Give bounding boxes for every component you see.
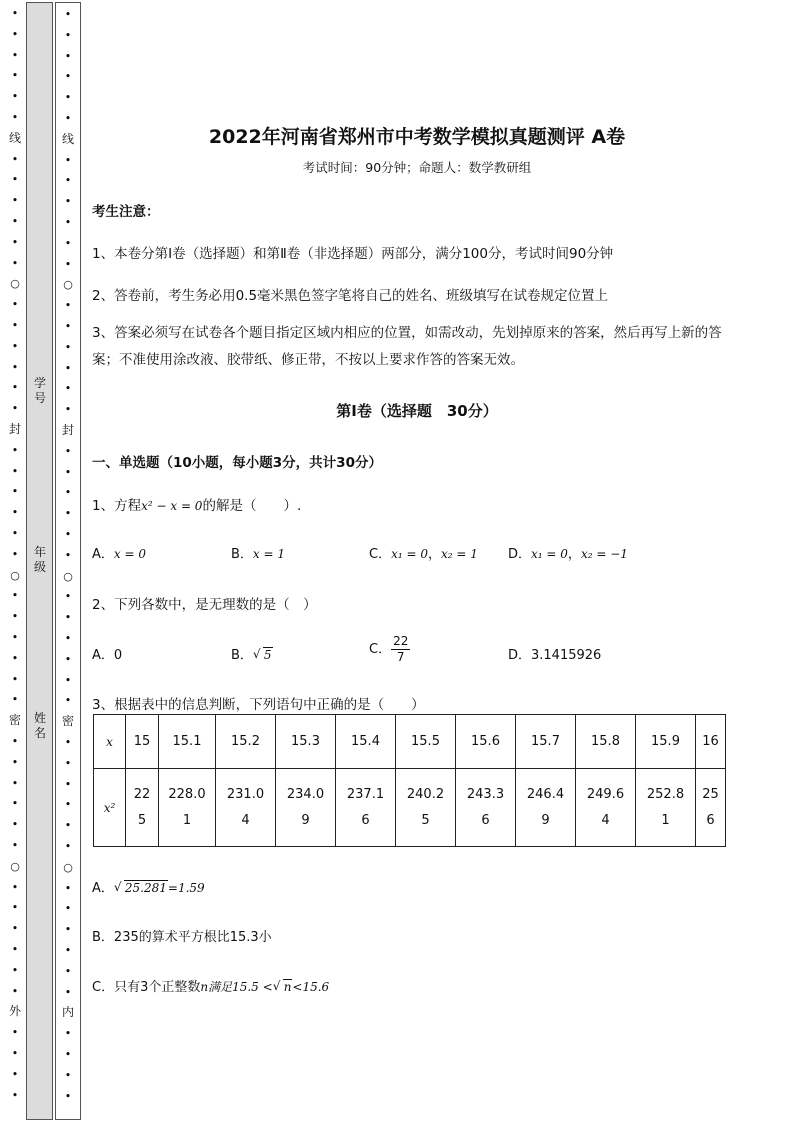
inner-seal-box — [55, 2, 81, 1120]
q3-option-c: C．只有3个正整数n满足15.5 <√ n<15.6 — [92, 976, 329, 995]
table-cell: 231.0 4 — [216, 769, 276, 847]
seal-dot: • — [11, 922, 19, 936]
seal-dot: • — [11, 672, 19, 686]
seal-dot: • — [64, 840, 72, 853]
seal-circle: ○ — [63, 569, 73, 583]
part-one-heading: 一、单选题（10小题，每小题3分，共计30分） — [92, 455, 382, 471]
seal-dot: • — [64, 70, 72, 84]
seal-dot: • — [11, 610, 19, 624]
q1-option-d: D．x₁ = 0，x₂ = −1 — [508, 547, 628, 562]
seal-dot: • — [11, 69, 19, 83]
seal-dot: • — [64, 1068, 72, 1082]
outer-dot-column — [9, 2, 21, 1120]
seal-dot: • — [64, 361, 72, 375]
table-cell: 15.6 — [456, 715, 516, 769]
q1-equation: x² − x = 0 — [141, 499, 203, 513]
page-subtitle: 考试时间：90分钟；命题人：数学教研组 — [302, 160, 532, 175]
seal-label: 外 — [9, 1004, 22, 1019]
seal-dot: • — [11, 402, 19, 416]
seal-dot: • — [11, 173, 19, 187]
seal-dot: • — [64, 1027, 72, 1041]
seal-dot: • — [11, 735, 19, 748]
seal-label: 封 — [9, 422, 22, 436]
seal-dot: • — [11, 880, 19, 894]
table-cell: 15.4 — [336, 715, 396, 769]
seal-dot: • — [11, 839, 19, 852]
seal-dot: • — [64, 1048, 72, 1061]
seal-dot: • — [64, 652, 72, 666]
question-1: 1、方程x² − x = 0的解是（ ）. — [92, 498, 302, 514]
seal-dot: • — [11, 215, 19, 228]
seal-dot: • — [64, 985, 72, 999]
notice-item-2: 2、答卷前，考生务必用0.5毫米黑色签字笔将自己的姓名、班级填写在试卷规定位置上 — [92, 288, 609, 304]
seal-dot: • — [64, 548, 72, 562]
seal-dot: • — [64, 257, 72, 271]
seal-circle: ○ — [10, 859, 20, 873]
table-cell: 15.3 — [276, 715, 336, 769]
seal-dot: • — [11, 194, 19, 208]
seal-dot: • — [64, 819, 72, 833]
notice-item-3: 3、答案必须写在试卷各个题目指定区域内相应的位置，如需改动，先划掉原来的答案，然后再写上新的答案；不准使用涂改液、胶带纸、修正带，不按以上要求作答的答案无效。 — [92, 325, 722, 368]
seal-dot: • — [11, 1067, 19, 1081]
seal-dot: • — [64, 1089, 72, 1103]
table-cell: 22 5 — [126, 769, 159, 847]
seal-dot: • — [11, 464, 19, 478]
q2-option-a: A．0 — [92, 648, 123, 663]
seal-dot: • — [11, 651, 19, 665]
table-cell: 246.4 9 — [516, 769, 576, 847]
seal-dot: • — [64, 777, 72, 791]
seal-label: 线 — [9, 130, 22, 145]
seal-dot: • — [64, 507, 72, 521]
table-row-x-squared — [94, 769, 726, 847]
seal-dot: • — [11, 589, 19, 603]
seal-dot: • — [64, 944, 72, 957]
seal-dot: • — [11, 319, 19, 332]
table-cell: 15.9 — [636, 715, 696, 769]
seal-dot: • — [64, 8, 72, 21]
table-cell: 15.8 — [576, 715, 636, 769]
seal-dot: • — [64, 964, 72, 978]
student-info-strip — [26, 2, 53, 1120]
seal-dot: • — [11, 360, 19, 374]
notice-item-1: 1、本卷分第I卷（选择题）和第Ⅱ卷（非选择题）两部分，满分100分，考试时间90分钟 — [92, 246, 614, 262]
grade-label: 年级 — [33, 545, 46, 574]
seal-dot: • — [64, 798, 72, 812]
student-id-label: 学号 — [33, 376, 46, 405]
seal-dot: • — [64, 465, 72, 479]
q1-option-a: A．x = 0 — [92, 547, 146, 562]
table-cell: 15.5 — [396, 715, 456, 769]
seal-dot: • — [64, 195, 72, 209]
inner-dot-column — [62, 3, 74, 1121]
seal-dot: • — [64, 236, 72, 250]
seal-label: 密 — [9, 713, 22, 728]
seal-dot: • — [11, 485, 19, 499]
seal-dot: • — [11, 984, 19, 998]
seal-dot: • — [11, 7, 19, 20]
table-cell: 25 6 — [696, 769, 726, 847]
q3-option-a: A．√ 25.281=1.59 — [92, 877, 205, 896]
seal-dot: • — [11, 963, 19, 977]
name-label: 姓名 — [33, 711, 46, 740]
q1-option-c: C．x₁ = 0，x₂ = 1 — [369, 547, 478, 562]
seal-dot: • — [64, 694, 72, 708]
seal-dot: • — [11, 1088, 19, 1102]
seal-dot: • — [11, 443, 19, 457]
seal-dot: • — [64, 590, 72, 604]
seal-dot: • — [64, 486, 72, 500]
table-cell: 15.1 — [159, 715, 216, 769]
seal-dot: • — [11, 1026, 19, 1040]
seal-dot: • — [11, 111, 19, 124]
seal-dot: • — [11, 776, 19, 790]
seal-dot: • — [64, 49, 72, 63]
seal-dot: • — [64, 153, 72, 167]
seal-dot: • — [11, 818, 19, 832]
table-cell: 15.2 — [216, 715, 276, 769]
seal-dot: • — [11, 298, 19, 312]
q1-option-b: B．x = 1 — [231, 547, 286, 562]
seal-dot: • — [64, 299, 72, 313]
seal-circle: ○ — [63, 860, 73, 874]
seal-dot: • — [64, 91, 72, 105]
section-title: 第I卷（选择题 30分） — [336, 402, 498, 420]
seal-dot: • — [11, 755, 19, 769]
table-cell: 15 — [126, 715, 159, 769]
seal-dot: • — [64, 902, 72, 916]
seal-dot: • — [64, 923, 72, 937]
q2-option-c: C． $\frac{22}{7}$ — [369, 634, 409, 664]
page-title: 2022年河南省郑州市中考数学模拟真题测评 A卷 — [208, 126, 626, 148]
seal-label: 线 — [62, 131, 75, 146]
seal-dot: • — [64, 112, 72, 125]
seal-dot: • — [11, 631, 19, 644]
seal-circle: ○ — [10, 568, 20, 582]
seal-dot: • — [64, 444, 72, 458]
seal-dot: • — [64, 528, 72, 541]
table-row-x — [94, 715, 726, 769]
q3-option-b: B．235的算术平方根比15.3小 — [92, 930, 272, 945]
seal-dot: • — [11, 152, 19, 166]
table-head-x-squared: x² — [94, 769, 126, 847]
seal-dot: • — [11, 235, 19, 249]
seal-dot: • — [11, 547, 19, 561]
seal-dot: • — [64, 28, 72, 42]
seal-dot: • — [64, 881, 72, 895]
table-cell: 237.1 6 — [336, 769, 396, 847]
table-cell: 252.8 1 — [636, 769, 696, 847]
seal-dot: • — [11, 48, 19, 62]
q2-option-b: B．√ 5 — [231, 644, 273, 663]
seal-label: 封 — [62, 423, 75, 437]
seal-dot: • — [11, 797, 19, 811]
question-3: 3、根据表中的信息判断，下列语句中正确的是（ ） — [92, 697, 425, 713]
question-2: 2、下列各数中，是无理数的是（ ） — [92, 597, 317, 613]
seal-dot: • — [11, 256, 19, 270]
seal-dot: • — [11, 693, 19, 707]
seal-dot: • — [64, 673, 72, 687]
seal-circle: ○ — [10, 277, 20, 291]
seal-dot: • — [11, 381, 19, 395]
seal-dot: • — [64, 611, 72, 625]
seal-dot: • — [64, 403, 72, 417]
seal-dot: • — [11, 339, 19, 353]
seal-label: 内 — [62, 1005, 75, 1020]
seal-dot: • — [64, 340, 72, 354]
seal-dot: • — [11, 901, 19, 915]
table-cell: 15.7 — [516, 715, 576, 769]
seal-dot: • — [64, 736, 72, 749]
seal-dot: • — [64, 632, 72, 645]
table-head-x: x — [94, 715, 126, 769]
seal-dot: • — [64, 756, 72, 770]
seal-dot: • — [11, 527, 19, 540]
seal-dot: • — [11, 90, 19, 104]
seal-dot: • — [64, 382, 72, 396]
table-cell: 240.2 5 — [396, 769, 456, 847]
seal-dot: • — [11, 943, 19, 956]
table-cell: 243.3 6 — [456, 769, 516, 847]
table-cell: 234.0 9 — [276, 769, 336, 847]
notice-heading: 考生注意： — [92, 204, 160, 220]
table-cell: 228.0 1 — [159, 769, 216, 847]
seal-dot: • — [11, 27, 19, 41]
seal-dot: • — [64, 174, 72, 188]
seal-dot: • — [64, 320, 72, 333]
seal-label: 密 — [62, 714, 75, 729]
seal-dot: • — [11, 1047, 19, 1060]
q3-table — [93, 714, 726, 847]
table-cell: 16 — [696, 715, 726, 769]
seal-circle: ○ — [63, 278, 73, 292]
table-cell: 249.6 4 — [576, 769, 636, 847]
q2-option-d: D．3.1415926 — [508, 648, 602, 663]
seal-dot: • — [11, 506, 19, 520]
seal-dot: • — [64, 216, 72, 229]
